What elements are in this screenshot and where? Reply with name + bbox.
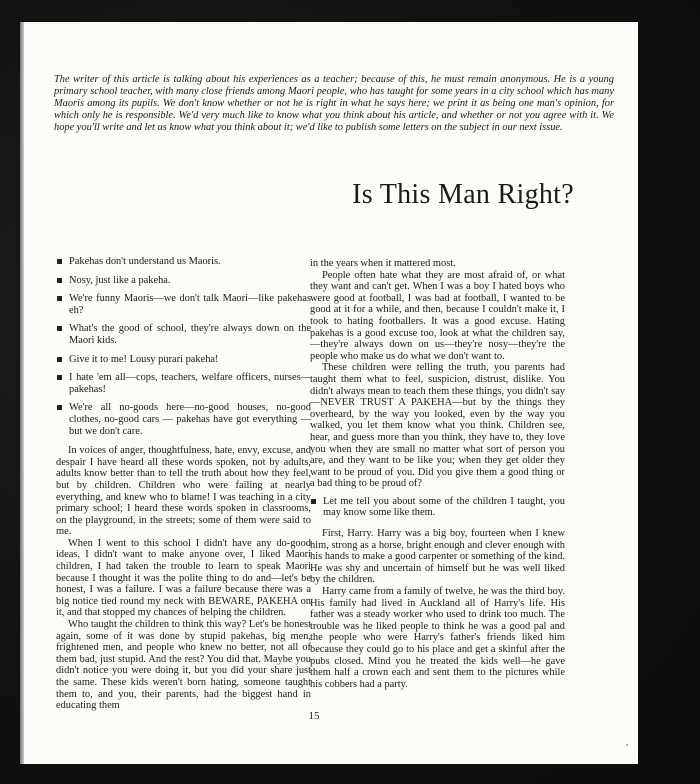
body-paragraph: Harry came from a family of twelve, he was the third boy. His family had lived in Auckland all of Harry's life. His father was a steady worker who used to drink too much. The trouble was he liked people to think he was a good pal and the people who were Harry's father's friends liked him because they could go to his place and get a skinful after the pubs closed. Mind you he treated the kids well—he gave them half a crown each and sent them to the pictures while his cobbers had a party. xyxy=(310,586,565,690)
page-number: 15 xyxy=(308,710,320,722)
magazine-page xyxy=(20,22,638,764)
body-paragraph: in the years when it mattered most. xyxy=(310,258,456,269)
body-paragraph: People often hate what they are most afraid of, or what they want and can't get. When I was a boy I hated boys who were good at football, I was bad at football, I wanted to be good at it for a while, and then, because I couldn't make it, I took to hating footballers. It was a good excuse. Hating pakehas is a good excuse too, look at what the children say,—they're always down on us—they're nosy—they're the people who make us do what we don't want to. xyxy=(310,269,565,362)
body-paragraph: First, Harry. Harry was a big boy, fourteen when I knew him, strong as a horse, bright enough and clever enough with his hands to make a good carpenter or something of the kind. He was shy and uncertain of himself but he was well liked by the children. xyxy=(310,528,565,586)
quote-bullet: I hate 'em all—cops, teachers, welfare officers, nurses—pakehas! xyxy=(56,372,311,395)
quote-bullet: We're funny Maoris—we don't talk Maori—like pakehas eh? xyxy=(56,293,311,316)
transition-bullet: Let me tell you about some of the children I taught, you may know some like them. xyxy=(310,496,565,519)
body-paragraph: When I went to this school I didn't have any do-good ideas, I didn't want to make anyone over, I liked Maori children, I had taken the trouble to learn to speak Maori because I thought it was the polite thing to do and—let's be honest, I was a failure. I was a failure because there was a big notice tied round my neck with BEWARE, PAKEHA on it, and that stopped my chances of helping the children. xyxy=(56,537,311,619)
quote-bullet: Pakehas don't understand us Maoris. xyxy=(56,256,311,268)
print-speck xyxy=(626,744,628,746)
quote-bullet: Give it to me! Lousy purari pakeha! xyxy=(56,354,311,366)
quote-bullet: Nosy, just like a pakeha. xyxy=(56,275,311,287)
body-paragraph: Who taught the children to think this way? Let's be honest again, some of it was done by stupid pakehas, big men, frightened men, and people who knew no better, not all of them bad, just stupid. And the rest? You did that. Maybe you didn't notice you were doing it, but you did your share just the same. These kids weren't born hating, someone taught them to, and you, their parents, had the biggest hand in educating them xyxy=(56,619,311,712)
quote-bullet: What's the good of school, they're always down on the Maori kids. xyxy=(56,323,311,346)
page-spine-edge xyxy=(20,22,24,764)
body-paragraph: These children were telling the truth, you parents had taught them what to feel, suspicion, distrust, dislike. You didn't always mean to teach them these things, you didn't say—NEVER TRUST A PAKEHA—but by the things they overheard, by the way you looked, even by the way you walked, you let them know what you think. Children see, hear, and guess more than you think, they have to, they love you when they are small no matter what sort of person you are, and they want to be like you; when they get older they want to be proud of you. Did you give them a good thing or a bad thing to be proud of? xyxy=(310,362,565,490)
editorial-intro: The writer of this article is talking about his experiences as a teacher; because of this, he must remain anonymous. He is a young primary school teacher, with many close friends among Maori people, who has taught for some years in a city school which has many Maoris among its pupils. We don't know whether or not he is right in what he says here; we print it as being one man's opinion, for which only he is responsible. We'd very much like to know what you think about his article, and whether or not you agree with it. We hope you'll write and let us know what you think about it; we'd like to publish some letters on the subject in our next issue. xyxy=(54,74,614,134)
article-title: Is This Man Right? xyxy=(352,179,574,210)
left-column xyxy=(56,256,311,712)
right-column xyxy=(310,258,565,690)
quote-bullet: We're all no-goods here—no-good houses, no-good clothes, no-good cars — pakehas have got everything — but we don't care. xyxy=(56,402,311,437)
body-paragraph: In voices of anger, thoughtfulness, hate, envy, excuse, and despair I have heard all these words spoken, not by adults, adults know better than to tell the truth about how they feel, but by children. Children who were failing at nearly everything, and knew who to blame! I was teaching in a city primary school; I heard these words spoken in classrooms, on the playground, in the streets; some of them were said to me. xyxy=(56,445,311,538)
